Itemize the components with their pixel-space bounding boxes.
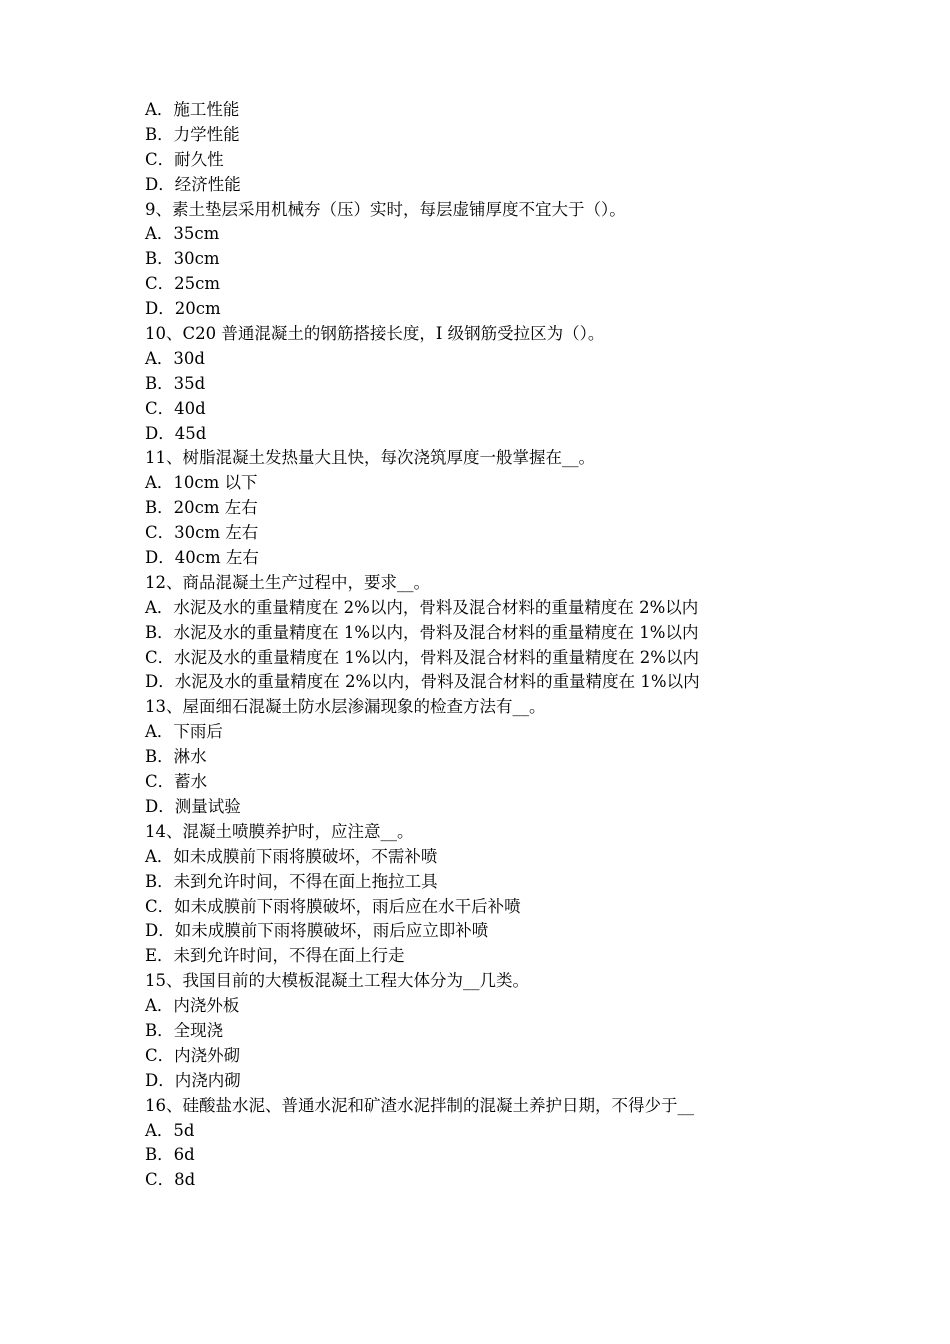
option-text: C．耐久性 [145, 149, 224, 169]
option-text: D．内浇内砌 [145, 1070, 241, 1090]
option-text: B．力学性能 [145, 124, 240, 144]
option-text: D．经济性能 [145, 174, 241, 194]
question-text: 11、树脂混凝土发热量大且快，每次浇筑厚度一般掌握在__。 [145, 448, 595, 468]
option-text: C．25cm [145, 274, 221, 294]
option-text: A．施工性能 [145, 100, 240, 119]
option-text: A．水泥及水的重量精度在 2%以内，骨料及混合材料的重量精度在 2%以内 [145, 597, 699, 617]
option-text: C．如未成膜前下雨将膜破坏，雨后应在水干后补喷 [145, 896, 521, 916]
option-text: C．30cm 左右 [145, 523, 259, 543]
option-text: B．未到允许时间，不得在面上拖拉工具 [145, 871, 438, 891]
option-text: B．30cm [145, 249, 220, 269]
question-text: 14、混凝土喷膜养护时，应注意__。 [145, 821, 414, 841]
option-text: D．如未成膜前下雨将膜破坏，雨后应立即补喷 [145, 921, 489, 941]
option-text: B．6d [145, 1145, 195, 1165]
option-text: C．水泥及水的重量精度在 1%以内，骨料及混合材料的重量精度在 2%以内 [145, 647, 699, 667]
option-text: C．40d [145, 398, 206, 418]
question-text: 16、硅酸盐水泥、普通水泥和矿渣水泥拌制的混凝土养护日期，不得少于__ [145, 1095, 694, 1115]
question-text: 15、我国目前的大模板混凝土工程大体分为__几类。 [145, 971, 529, 991]
question-text: 10、C20 普通混凝土的钢筋搭接长度，I 级钢筋受拉区为（）。 [145, 324, 605, 344]
option-text: D．40cm 左右 [145, 548, 259, 568]
option-text: A．5d [145, 1120, 195, 1140]
option-text: B．水泥及水的重量精度在 1%以内，骨料及混合材料的重量精度在 1%以内 [145, 622, 699, 642]
option-text: A．内浇外板 [145, 996, 240, 1016]
option-text: B．全现浇 [145, 1020, 224, 1040]
question-text: 12、商品混凝土生产过程中，要求__。 [145, 572, 430, 592]
option-text: C．内浇外砌 [145, 1045, 241, 1065]
question-text: 13、屋面细石混凝土防水层渗漏现象的检查方法有__。 [145, 697, 546, 717]
option-text: B．35d [145, 373, 206, 393]
option-text: E．未到允许时间，不得在面上行走 [145, 946, 405, 966]
option-text: C．蓄水 [145, 772, 208, 792]
option-text: D．45d [145, 423, 207, 443]
option-text: D．测量试验 [145, 796, 241, 816]
question-text: 9、素土垫层采用机械夯（压）实时，每层虚铺厚度不宜大于（）。 [145, 199, 626, 219]
option-text: B．20cm 左右 [145, 498, 258, 518]
option-text: A．10cm 以下 [145, 473, 258, 493]
option-text: B．淋水 [145, 747, 207, 767]
option-text: A．35cm [145, 224, 220, 244]
option-text: C．8d [145, 1170, 196, 1190]
option-text: D．20cm [145, 299, 221, 319]
option-text: A．下雨后 [145, 722, 223, 742]
document-page [145, 98, 865, 1193]
option-text: A．如未成膜前下雨将膜破坏，不需补喷 [145, 846, 438, 866]
option-text: D．水泥及水的重量精度在 2%以内，骨料及混合材料的重量精度在 1%以内 [145, 672, 700, 692]
option-text: A．30d [145, 348, 205, 368]
